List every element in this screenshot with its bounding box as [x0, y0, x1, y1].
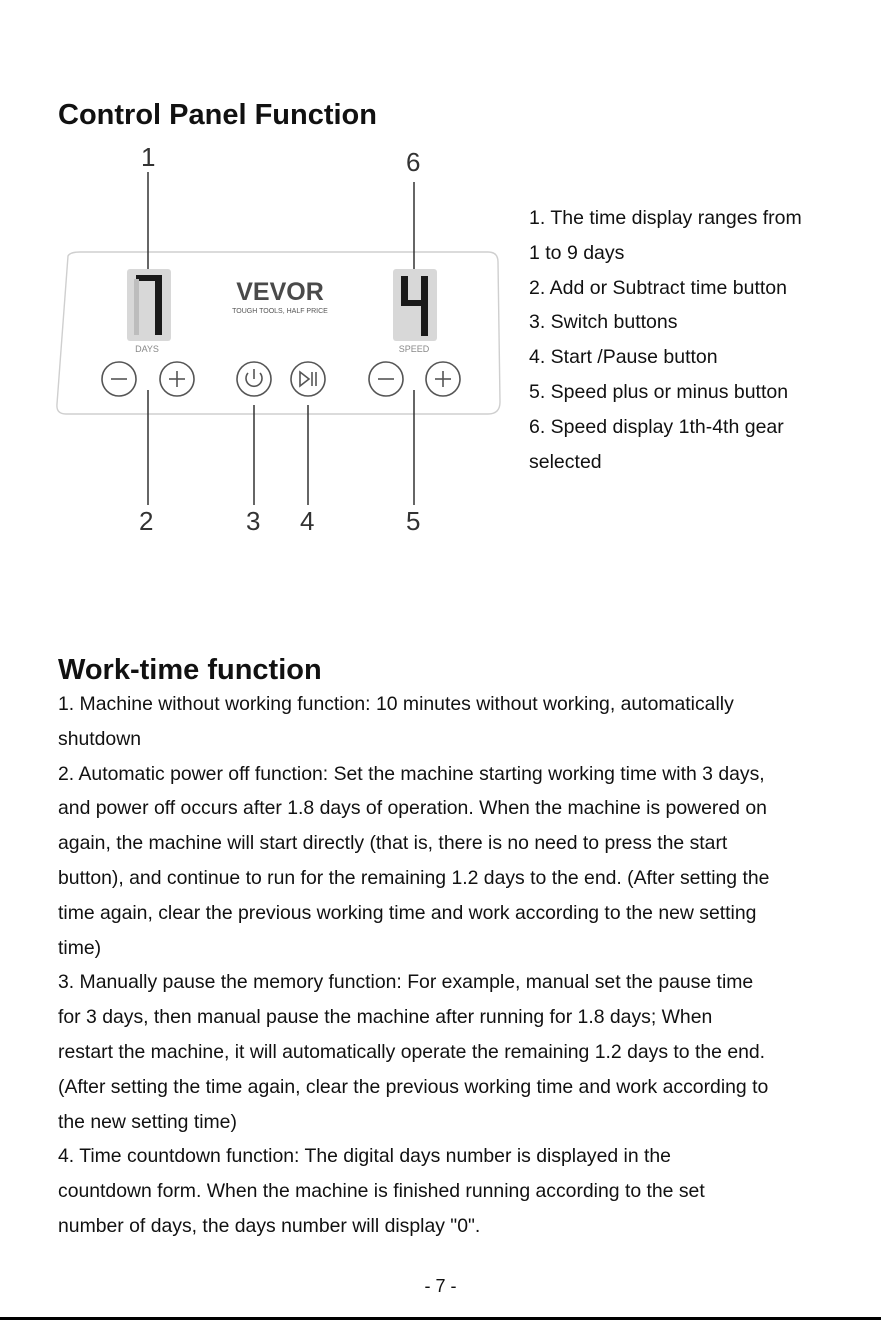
callout-6: 6	[406, 147, 421, 177]
body-line: for 3 days, then manual pause the machine after running for 1.8 days; When	[58, 1006, 713, 1029]
body-line: the new setting time)	[58, 1110, 237, 1133]
body-line: shutdown	[58, 727, 142, 750]
body-line: countdown form. When the machine is finished running according to the set	[58, 1180, 705, 1203]
legend-line: 6. Speed display 1th-4th gear	[529, 415, 784, 438]
body-line: 3. Manually pause the memory function: For example, manual set the pause time	[58, 971, 754, 994]
body-line: 4. Time countdown function: The digital days number is displayed in the	[58, 1145, 671, 1168]
callout-3: 3	[246, 506, 261, 536]
callout-5: 5	[406, 506, 421, 536]
body-line: restart the machine, it will automatically operate the remaining 1.2 days to the end.	[58, 1040, 766, 1063]
speed-label: SPEED	[398, 344, 430, 354]
legend-line: 2. Add or Subtract time button	[529, 276, 787, 299]
days-display	[127, 269, 171, 341]
section-title-work-time: Work-time function	[58, 654, 322, 687]
legend-line: 4. Start /Pause button	[529, 346, 718, 369]
days-label: DAYS	[135, 344, 159, 354]
body-line: (After setting the time again, clear the previous working time and work according to	[58, 1075, 769, 1098]
legend-line: 3. Switch buttons	[529, 311, 678, 334]
work-time-body	[58, 687, 838, 1244]
body-line: time again, clear the previous working time and work according to the new setting	[58, 901, 757, 924]
brand-tagline: TOUGH TOOLS, HALF PRICE	[232, 308, 328, 315]
section-title-control-panel: Control Panel Function	[58, 99, 377, 132]
legend-line: 5. Speed plus or minus button	[529, 380, 789, 403]
callout-4: 4	[300, 506, 315, 536]
body-line: 2. Automatic power off function: Set the machine starting working time with 3 days,	[58, 762, 765, 785]
body-line: again, the machine will start directly (that is, there is no need to press the start	[58, 832, 728, 855]
body-line: 1. Machine without working function: 10 minutes without working, automatically	[58, 693, 734, 715]
legend-line: 1. The time display ranges from	[529, 207, 802, 229]
legend-line: selected	[529, 450, 602, 473]
control-panel-legend	[529, 201, 839, 479]
callout-2: 2	[139, 506, 154, 536]
legend-line: 1 to 9 days	[529, 241, 625, 264]
callout-1: 1	[141, 142, 156, 172]
body-line: and power off occurs after 1.8 days of operation. When the machine is powered on	[58, 797, 767, 820]
body-line: number of days, the days number will display "0".	[58, 1214, 481, 1237]
page-number: - 7 -	[424, 1276, 457, 1296]
speed-display	[393, 269, 437, 341]
body-line: button), and continue to run for the remaining 1.2 days to the end. (After setting the	[58, 866, 770, 889]
body-line: time)	[58, 936, 102, 959]
brand-logo: VEVOR	[236, 278, 324, 306]
